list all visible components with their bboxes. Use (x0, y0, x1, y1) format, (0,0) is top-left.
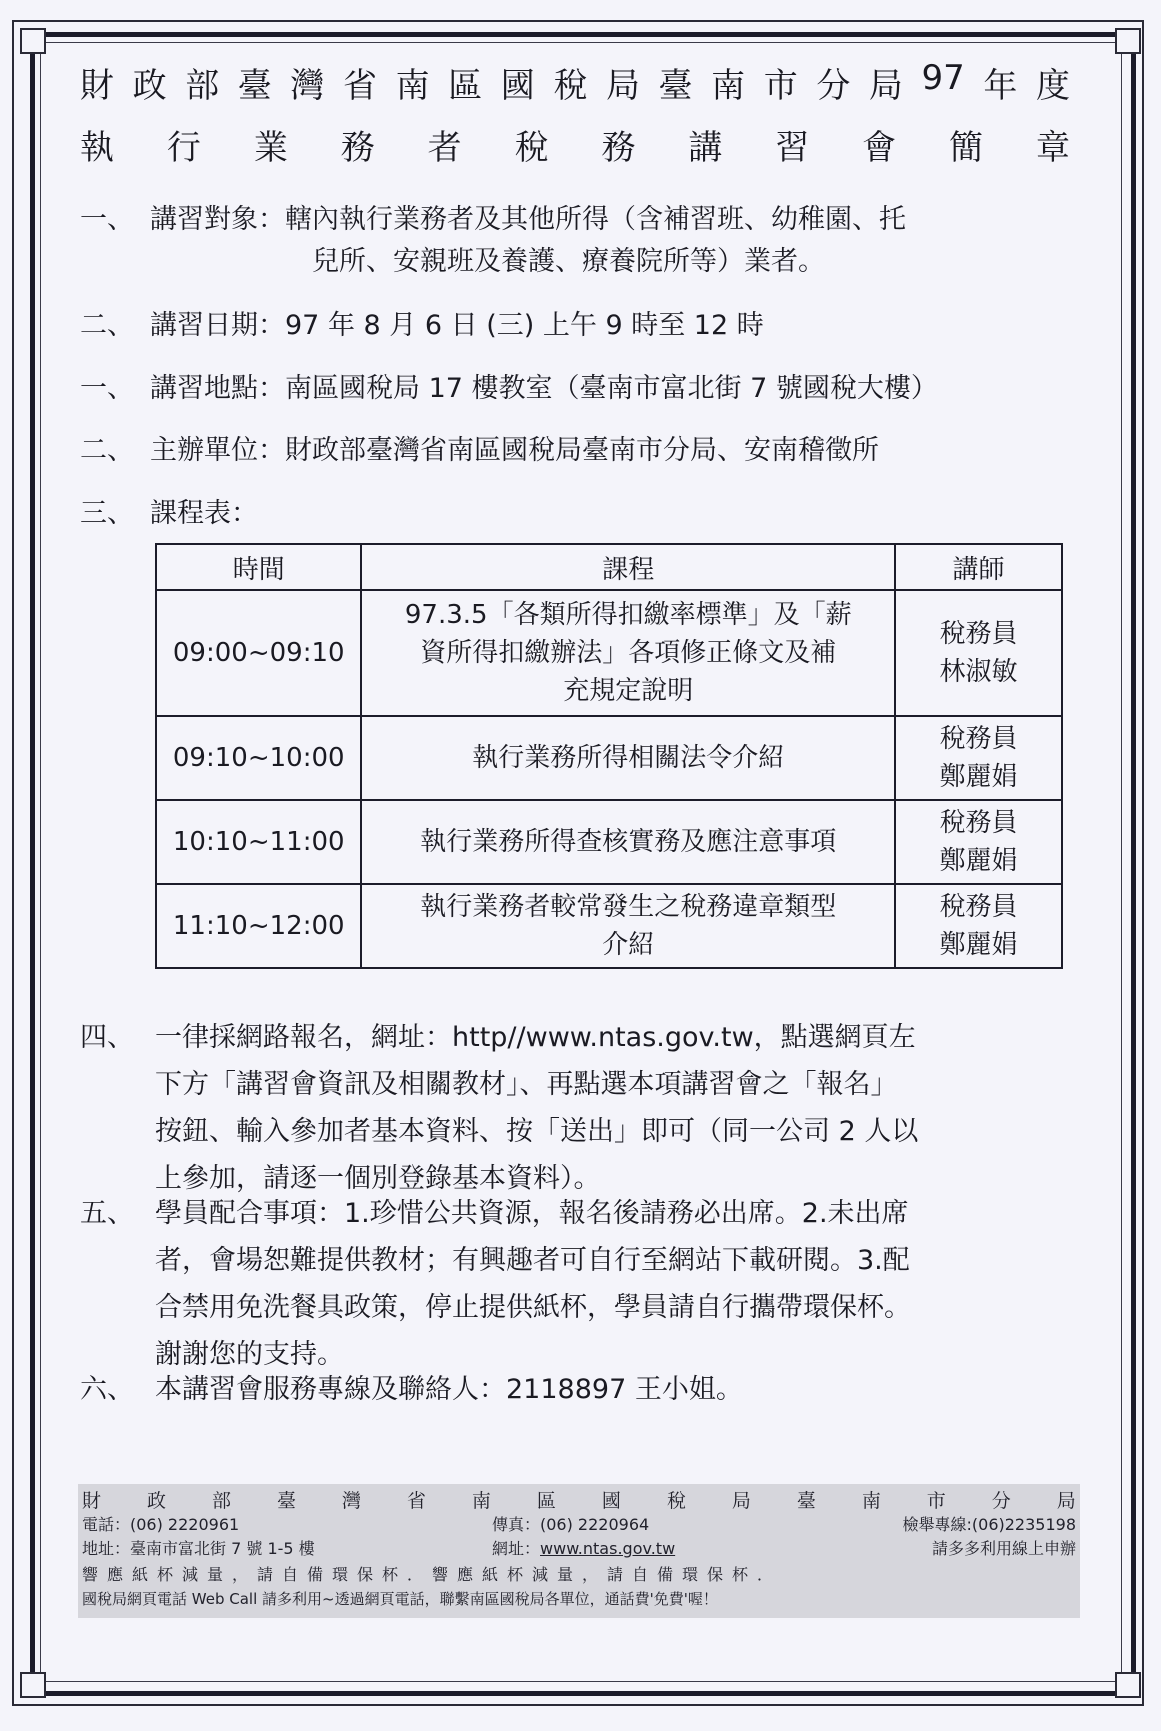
item-text: 課程表： (150, 498, 258, 529)
note-line: 學員配合事項：1.珍惜公共資源，報名後請務必出席。2.未出席 (155, 1198, 909, 1229)
title-char: 局 (605, 66, 640, 106)
title-char: 務 (340, 128, 375, 168)
footer-webcall-row (82, 1588, 1076, 1614)
item-place (80, 373, 938, 405)
footer-address-row (82, 1536, 1076, 1562)
cell-teacher (895, 590, 1062, 716)
footer-char: 分 (991, 1490, 1011, 1512)
footer-office-name (82, 1486, 1076, 1512)
note-line: 按鈕、輸入參加者基本資料、按「送出」即可（同一公司 2 人以 (155, 1116, 919, 1147)
title-char: 政 (132, 66, 167, 106)
title-line-2 (80, 120, 1070, 169)
title-char: 南 (395, 66, 430, 106)
title-char: 章 (1035, 128, 1070, 168)
footer-char: 國 (601, 1490, 621, 1512)
course-line: 充規定說明 (563, 676, 694, 706)
title-char: 臺 (658, 66, 693, 106)
footer-char: 稅 (666, 1490, 686, 1512)
course-line: 資所得扣繳辦法」各項修正條文及補 (420, 638, 837, 668)
footer-char: 南 (861, 1490, 881, 1512)
footer-address: 地址：臺南市富北街 7 號 1-5 樓 (82, 1539, 315, 1558)
footer-website (492, 1536, 675, 1559)
item-schedule-label (80, 498, 258, 530)
footer-char: 省 (406, 1490, 426, 1512)
footer-fax: 傳真：(06) 2220964 (492, 1515, 650, 1534)
item-marker: 二、 (80, 435, 134, 466)
footer-webcall: 國稅局網頁電話 Web Call 請多利用~透過網頁電話，聯繫南區國稅局各單位，通話費'免費'喔！ (82, 1590, 718, 1608)
footer-char: 部 (211, 1490, 231, 1512)
cell-course (361, 800, 895, 884)
note-line: 合禁用免洗餐具政策，停止提供紙杯，學員請自行攜帶環保杯。 (155, 1292, 911, 1323)
teacher-title: 稅務員 (939, 808, 1018, 838)
title-char: 年 (983, 66, 1018, 106)
note-line: 上參加，請逐一個別登錄基本資料）。 (155, 1163, 601, 1194)
title-char: 稅 (553, 66, 588, 106)
footer-char: 局 (1056, 1490, 1076, 1512)
cell-teacher (895, 884, 1062, 968)
title-char: 習 (775, 128, 810, 168)
course-line: 執行業務所得查核實務及應注意事項 (420, 827, 837, 857)
teacher-title: 稅務員 (939, 892, 1018, 922)
cell-teacher (895, 800, 1062, 884)
cell-teacher (895, 716, 1062, 800)
footer-contact-row (82, 1512, 1076, 1538)
title-char: 財 (80, 66, 114, 106)
corner-ornament (1115, 28, 1141, 54)
cell-time: 11:10~12:00 (156, 884, 361, 968)
title-char: 度 (1035, 66, 1070, 106)
title-char: 執 (80, 128, 114, 168)
title-char: 市 (763, 66, 798, 106)
corner-ornament (1115, 1672, 1141, 1698)
note-line: 者，會場恕難提供教材；有興趣者可自行至網站下載研閱。3.配 (155, 1245, 910, 1276)
schedule-table (155, 543, 1063, 969)
teacher-title: 稅務員 (939, 619, 1018, 649)
corner-ornament (20, 28, 46, 54)
table-header-row (156, 544, 1062, 590)
item-text: 主辦單位：財政部臺灣省南區國稅局臺南市分局、安南稽徵所 (150, 435, 879, 466)
title-char: 分 (816, 66, 851, 106)
cell-time: 10:10~11:00 (156, 800, 361, 884)
item-text: 講習地點：南區國稅局 17 樓教室（臺南市富北街 7 號國稅大樓） (150, 373, 938, 404)
title-char: 行 (166, 128, 201, 168)
title-char: 省 (342, 66, 377, 106)
cell-course (361, 716, 895, 800)
header-course: 課程 (361, 544, 895, 590)
cell-time: 09:00~09:10 (156, 590, 361, 716)
footer-phone: 電話：(06) 2220961 (82, 1515, 240, 1534)
item-marker: 四、 (80, 1022, 134, 1053)
footer-eco-row (82, 1562, 1076, 1588)
title-char: 臺 (237, 66, 272, 106)
table-row (156, 716, 1062, 800)
footer-banner (78, 1484, 1080, 1618)
item-target (80, 204, 906, 236)
title-char: 灣 (290, 66, 325, 106)
title-line-1 (80, 58, 1070, 107)
course-line: 執行業務所得相關法令介紹 (472, 743, 785, 773)
title-char: 會 (862, 128, 897, 168)
course-line: 執行業務者較常發生之稅務違章類型 (420, 892, 837, 922)
corner-ornament (20, 1672, 46, 1698)
title-char: 部 (185, 66, 220, 106)
course-line: 97.3.5「各類所得扣繳率標準」及「薪 (404, 600, 852, 630)
teacher-name: 鄭麗娟 (939, 762, 1018, 792)
item-marker: 六、 (80, 1374, 134, 1405)
title-char: 國 (500, 66, 535, 106)
note-line: 一律採網路報名，網址：http//www.ntas.gov.tw，點選網頁左 (155, 1022, 916, 1053)
item-organizer (80, 435, 879, 467)
footer-char: 市 (926, 1490, 946, 1512)
note-line: 謝謝您的支持。 (155, 1339, 344, 1370)
title-char: 區 (448, 66, 483, 106)
footer-char: 區 (536, 1490, 556, 1512)
teacher-name: 鄭麗娟 (939, 846, 1018, 876)
cell-time: 09:10~10:00 (156, 716, 361, 800)
header-teacher: 講師 (895, 544, 1062, 590)
footer-char: 臺 (796, 1490, 816, 1512)
item-text: 講習日期：97 年 8 月 6 日 (三) 上午 9 時至 12 時 (150, 310, 764, 341)
title-char: 業 (253, 128, 288, 168)
note-line: 本講習會服務專線及聯絡人：2118897 王小姐。 (155, 1374, 743, 1405)
table-row (156, 590, 1062, 716)
item-date (80, 310, 764, 342)
table-row (156, 884, 1062, 968)
cell-course (361, 590, 895, 716)
title-char: 者 (427, 128, 462, 168)
footer-char: 財 (82, 1490, 102, 1512)
item-marker: 二、 (80, 310, 134, 341)
item-text: 講習對象：轄內執行業務者及其他所得（含補習班、幼稚園、托 (150, 204, 906, 235)
footer-char: 臺 (276, 1490, 296, 1512)
title-char: 局 (868, 66, 903, 106)
title-char: 97 (921, 58, 965, 98)
course-line: 介紹 (602, 930, 655, 960)
teacher-title: 稅務員 (939, 724, 1018, 754)
footer-char: 南 (471, 1490, 491, 1512)
title-char: 簡 (949, 128, 984, 168)
footer-char: 局 (731, 1490, 751, 1512)
website-link[interactable]: www.ntas.gov.tw (540, 1539, 676, 1558)
item-marker: 五、 (80, 1198, 134, 1229)
teacher-name: 鄭麗娟 (939, 930, 1018, 960)
footer-char: 灣 (341, 1490, 361, 1512)
footer-report-line: 檢舉專線:(06)2235198 (902, 1515, 1076, 1534)
item-marker: 一、 (80, 373, 134, 404)
cell-course (361, 884, 895, 968)
item-target-continued: 兒所、安親班及養護、療養院所等）業者。 (312, 246, 825, 277)
note-line: 下方「講習會資訊及相關教材」、再點選本項講習會之「報名」 (155, 1069, 898, 1100)
title-char: 講 (688, 128, 723, 168)
title-char: 務 (601, 128, 636, 168)
table-row (156, 800, 1062, 884)
item-marker: 三、 (80, 498, 134, 529)
website-label: 網址： (492, 1539, 541, 1558)
footer-eco: 響應紙杯減量，請自備環保杯．響應紙杯減量，請自備環保杯． (82, 1565, 783, 1584)
title-char: 稅 (514, 128, 549, 168)
title-char: 南 (711, 66, 746, 106)
header-time: 時間 (156, 544, 361, 590)
footer-char: 政 (146, 1490, 166, 1512)
footer-online: 請多多利用線上申辦 (931, 1539, 1076, 1558)
item-marker: 一、 (80, 204, 134, 235)
teacher-name: 林淑敏 (939, 657, 1018, 687)
